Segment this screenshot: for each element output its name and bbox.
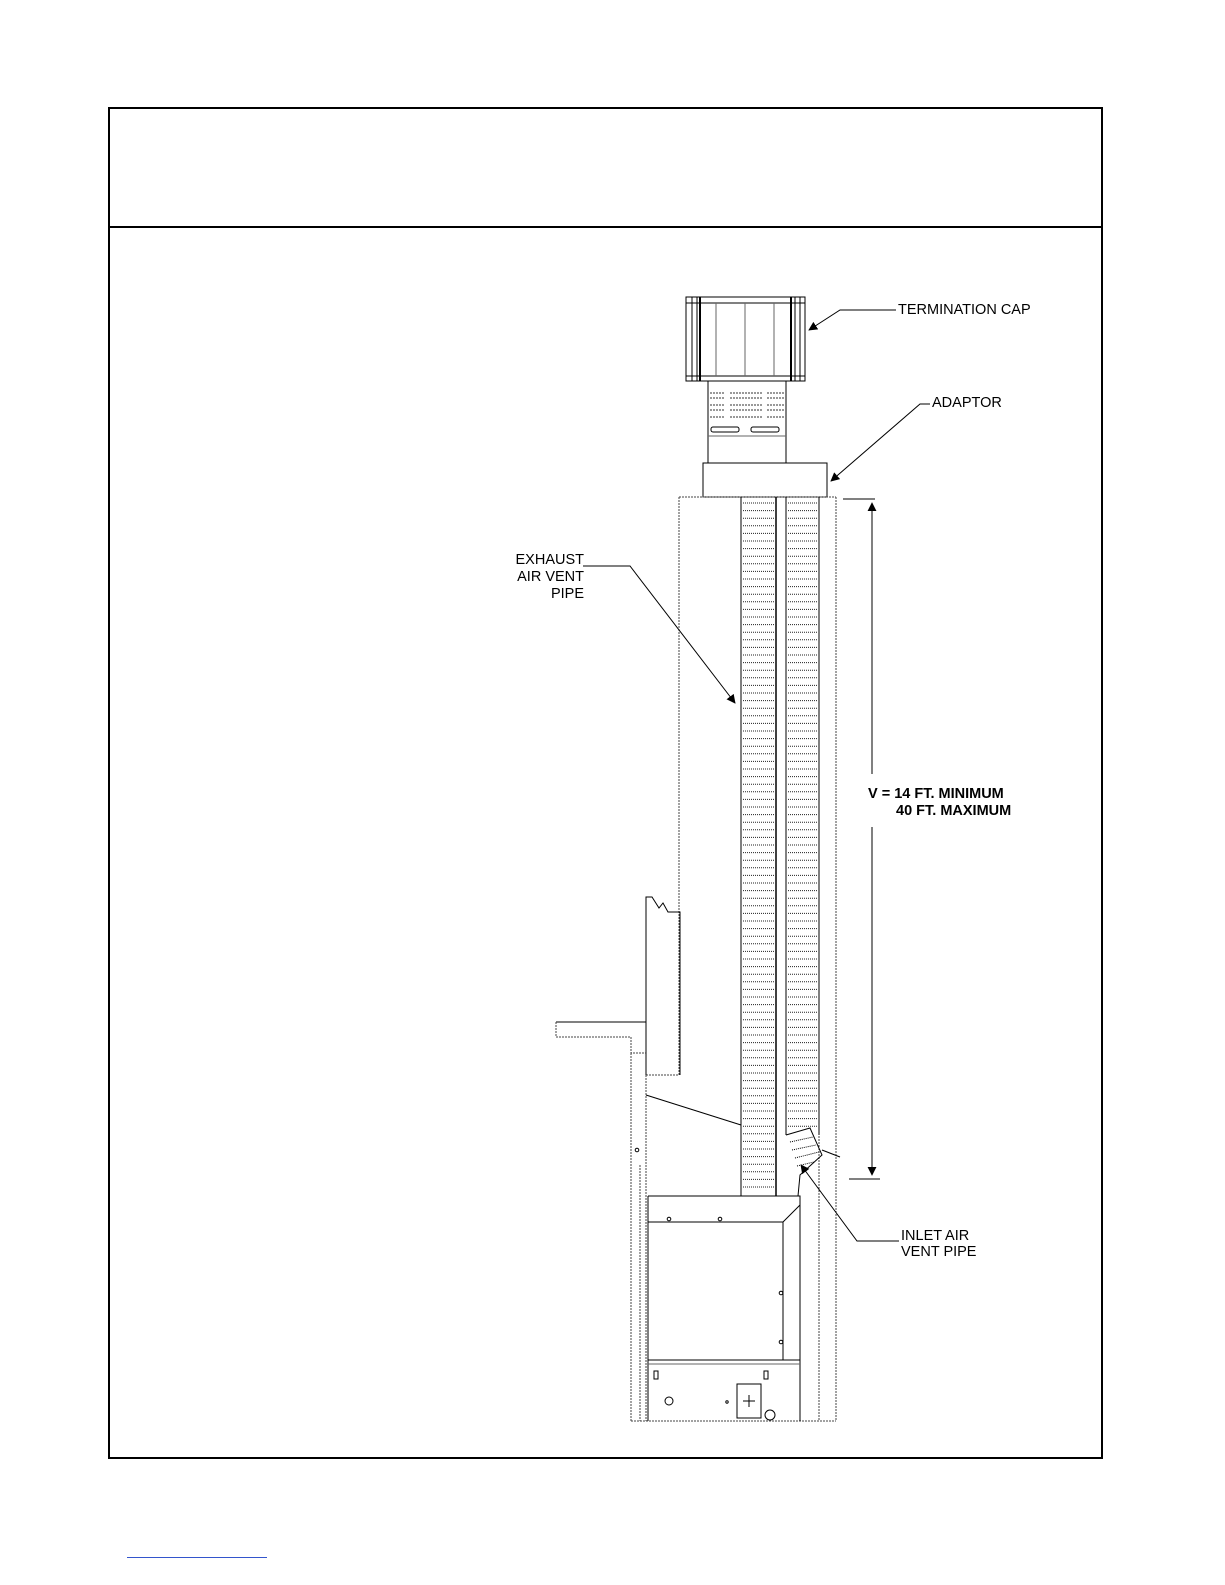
termination-cap-label: TERMINATION CAP — [898, 302, 1031, 318]
adaptor — [703, 463, 827, 497]
leader-lines — [583, 310, 930, 1241]
dimension-label-max: 40 FT. MAXIMUM — [896, 803, 1012, 819]
adaptor-label: ADAPTOR — [932, 395, 1002, 411]
vertical-dimension — [843, 499, 880, 1179]
exhaust-label-line-1: EXHAUST — [515, 552, 584, 568]
wall-section — [556, 897, 680, 1075]
inlet-elbow — [646, 1095, 840, 1196]
inlet-label-line-1: INLET AIR — [901, 1228, 970, 1244]
exhaust-label-line-2: AIR VENT — [517, 569, 584, 585]
footer-link-underline[interactable] — [127, 1557, 267, 1558]
exhaust-pipe — [741, 497, 819, 1196]
exhaust-label — [480, 552, 584, 603]
dimension-label-min: V = 14 FT. MINIMUM — [868, 786, 1004, 802]
inlet-label-line-2: VENT PIPE — [901, 1244, 977, 1260]
chase-enclosure — [631, 497, 836, 1421]
termination-cap — [686, 297, 805, 381]
pipe-ribs — [743, 503, 818, 1187]
exhaust-label-line-3: PIPE — [550, 586, 584, 602]
cap-collar — [708, 381, 786, 463]
